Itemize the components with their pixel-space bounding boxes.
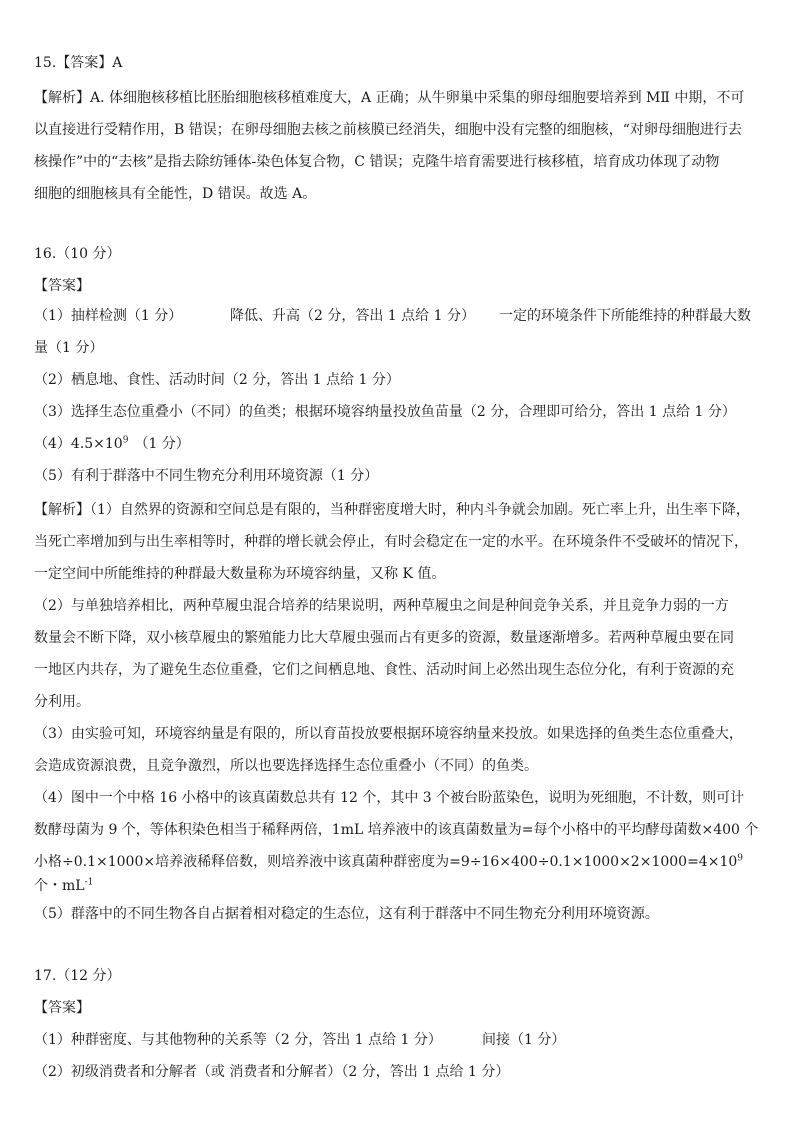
q16-analysis-line: 数量会不断下降，双小核草履虫的繁殖能力比大草履虫强而占有更多的资源，数量逐渐增多。若两种草履虫要在同 (34, 630, 734, 646)
q16-analysis-line: （4）图中一个中格 16 小格中的该真菌数总共有 12 个，其中 3 个被台盼蓝染色，说明为死细胞，不计数，则可计 (34, 790, 745, 806)
q17-answer-1 (34, 1030, 566, 1050)
q16-calc-line (34, 852, 743, 872)
q16-answer-1-cont: 量（1 分） (34, 340, 104, 356)
q15-analysis-line: 【解析】A. 体细胞核移植比胚胎细胞核移植难度大，A 正确；从牛卵巢中采集的卵母细胞要培养到 MⅡ 中期，不可 (34, 90, 745, 106)
q17-answer-1-part2: 间接（1 分） (482, 1032, 566, 1048)
q16-analysis-line: （3）由实验可知，环境容纳量是有限的，所以育苗投放要根据环境容纳量来投放。如果选择的鱼类生态位重叠大， (34, 726, 743, 742)
q16-analysis-line: 会造成资源浪费，且竞争激烈，所以也要选择选择生态位重叠小（不同）的鱼类。 (34, 758, 538, 774)
q16-answer-3: （3）选择生态位重叠小（不同）的鱼类；根据环境容纳量投放鱼苗量（2 分，合理即可给分，答出 1 点给 1 分） (34, 404, 736, 420)
q17-answer-label: 【答案】 (34, 1000, 90, 1016)
q16-analysis-line: 【解析】（1）自然界的资源和空间总是有限的，当种群密度增大时，种内斗争就会加剧。死亡率上升，出生率下降， (34, 502, 750, 518)
q16-answer-1-part3: 一定的环境条件下所能维持的种群最大数 (499, 308, 751, 324)
q16-calc-text: 小格÷0.1×1000×培养液稀释倍数，则培养液中该真菌种群密度为=9÷16×400÷0.1×1000×2×1000=4×10 (34, 854, 738, 870)
q17-answer-1-part1: （1）种群密度、与其他物种的关系等（2 分，答出 1 点给 1 分） (34, 1032, 442, 1048)
q16-unit-line (34, 876, 93, 896)
q16-answer-2: （2）栖息地、食性、活动时间（2 分，答出 1 点给 1 分） (34, 372, 400, 388)
q16-answer-1-part2: 降低、升高（2 分，答出 1 点给 1 分） (230, 308, 475, 324)
q16-analysis-line: 数酵母菌为 9 个，等体积染色相当于稀释两倍，1mL 培养液中的该真菌数量为=每个小格中的平均酵母菌数×400 个 (34, 822, 759, 838)
q16-answer-4-pre: （4）4.5×10 (34, 436, 123, 452)
q15-analysis-line: 核操作”中的“去核”是指去除纺锤体-染色体复合物，C 错误；克隆牛培育需要进行核移植，培育成功体现了动物 (34, 154, 720, 170)
q16-answer-label: 【答案】 (34, 278, 90, 294)
q17-answer-2: （2）初级消费者和分解者（或 消费者和分解者）（2 分，答出 1 点给 1 分） (34, 1064, 510, 1080)
q16-answer-4 (34, 434, 190, 454)
q16-calc-exponent: 9 (737, 853, 743, 864)
q16-analysis-line: （2）与单独培养相比，两种草履虫混合培养的结果说明，两种草履虫之间是种间竞争关系，并且竞争力弱的一方 (34, 598, 729, 614)
q15-answer: 15.【答案】A (34, 55, 123, 71)
q16-unit-exponent: -1 (84, 877, 94, 888)
q16-analysis-line: 当死亡率增加到与出生率相等时，种群的增长就会停止，有时会稳定在一定的水平。在环境条件不受破坏的情况下， (34, 534, 748, 550)
q16-answer-4-post: （1 分） (134, 436, 190, 452)
q15-analysis-line: 细胞的细胞核具有全能性，D 错误。故选 A。 (34, 186, 317, 202)
q17-header: 17.（12 分） (34, 968, 121, 984)
q16-answer-5: （5）有利于群落中不同生物充分利用环境资源（1 分） (34, 468, 379, 484)
q16-analysis-line: 分利用。 (34, 694, 90, 710)
q16-analysis-line: 一地区内共存，为了避免生态位重叠，它们之间栖息地、食性、活动时间上必然出现生态位分化，有利于资源的充 (34, 662, 734, 678)
q15-analysis-line: 以直接进行受精作用，B 错误；在卵母细胞去核之前核膜已经消失，细胞中没有完整的细胞核，“对卵母细胞进行去 (34, 122, 742, 138)
q16-analysis-line: 一定空间中所能维持的种群最大数量称为环境容纳量，又称 K 值。 (34, 566, 446, 582)
q16-unit-text: 个・mL (34, 878, 85, 894)
q16-answer-4-exponent: 9 (122, 435, 129, 446)
q16-answer-1 (34, 306, 751, 326)
q16-header: 16.（10 分） (34, 246, 121, 262)
q16-answer-1-part1: （1）抽样检测（1 分） (34, 308, 183, 324)
q16-analysis-5: （5）群落中的不同生物各自占据着相对稳定的生态位，这有利于群落中不同生物充分利用环境资源。 (34, 906, 659, 922)
